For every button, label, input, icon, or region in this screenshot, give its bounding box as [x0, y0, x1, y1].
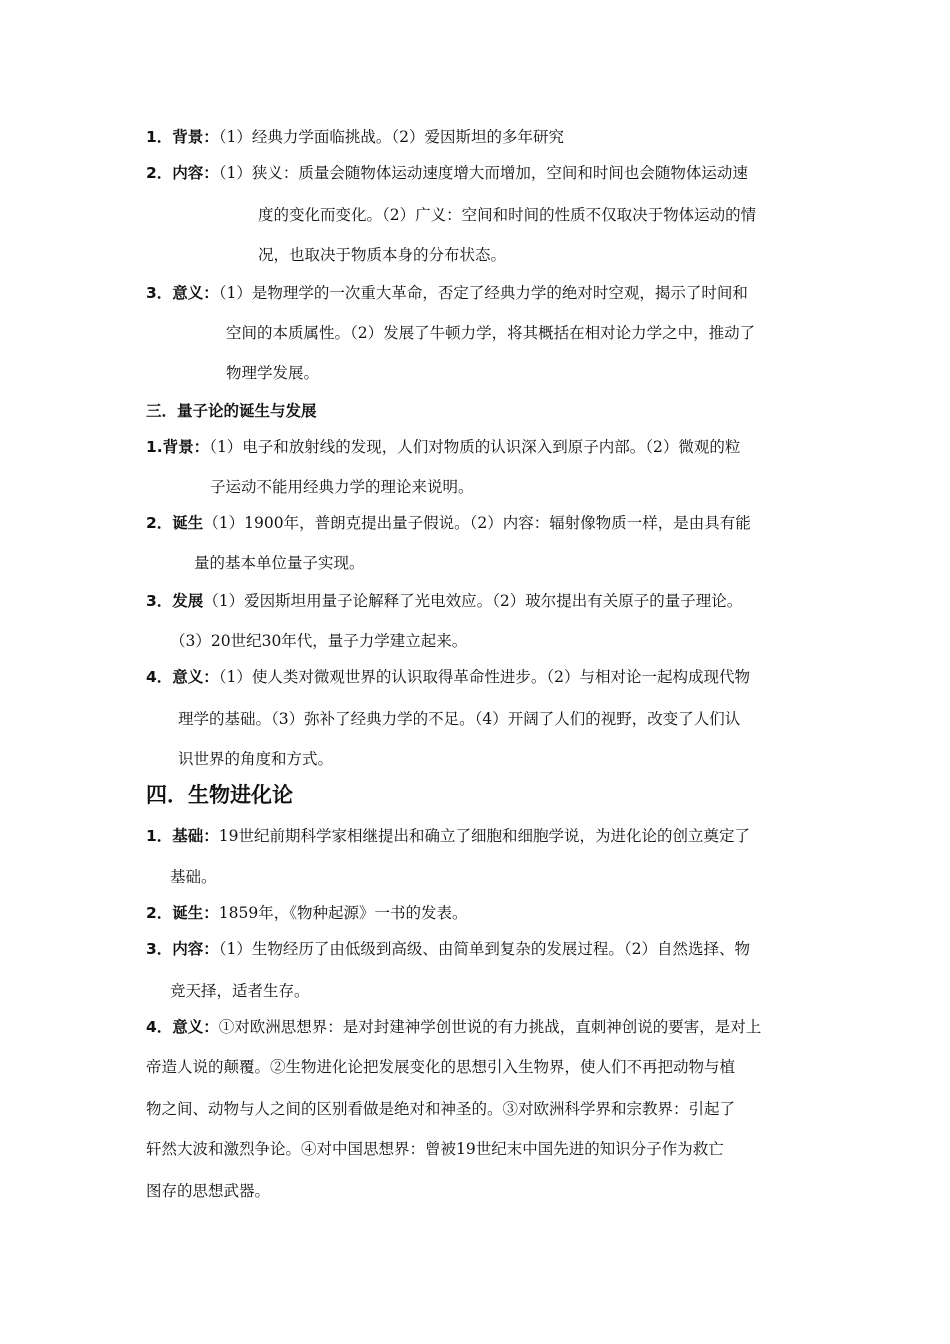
s3-heading: 三．量子论的诞生与发展	[146, 402, 317, 420]
s4-item1-label: 1．基础：	[146, 827, 219, 845]
s4-item4-text2: 帝造人说的颠覆。②生物进化论把发展变化的思想引入生物界，使人们不再把动物与植	[146, 1058, 736, 1076]
s4-item3-label: 3．内容：	[146, 940, 219, 958]
s3-item3-line1	[146, 591, 742, 611]
s3-item3-text1: （1）爱因斯坦用量子论解释了光电效应。（2）玻尔提出有关原子的量子理论。	[203, 592, 743, 610]
s3-item4-text1: （1）使人类对微观世界的认识取得革命性进步。（2）与相对论一起构成现代物	[218, 668, 751, 686]
s2-item1-line	[146, 127, 564, 147]
s4-item1-text2: 基础。	[170, 868, 217, 886]
s3-item3-text2: （3）20世纪30年代，量子力学建立起来。	[170, 632, 468, 650]
s4-item1-line1	[146, 826, 750, 846]
s3-item4-label: 4．意义：	[146, 668, 219, 686]
s4-item3-text1: （1）生物经历了由低级到高级、由简单到复杂的发展过程。（2）自然选择、物	[218, 940, 751, 958]
s2-item3-text1: （1）是物理学的一次重大革命，否定了经典力学的绝对时空观，揭示了时间和	[218, 284, 748, 302]
s4-item1-text1: 19世纪前期科学家相继提出和确立了细胞和细胞学说，为进化论的创立奠定了	[218, 827, 751, 845]
s4-item4-text3: 物之间、动物与人之间的区别看做是绝对和神圣的。③对欧洲科学界和宗教界：引起了	[146, 1100, 736, 1118]
s3-item1-label: 1.背景：	[146, 438, 210, 456]
s4-heading: 四．生物进化论	[146, 783, 293, 807]
s3-item2-label: 2．诞生	[146, 514, 204, 532]
s3-item3-label: 3．发展	[146, 592, 204, 610]
s3-item2-text1: （1）1900年，普朗克提出量子假说。（2）内容：辐射像物质一样，是由具有能	[203, 514, 751, 532]
s4-item2-text: 1859年，《物种起源》一书的发表。	[218, 904, 468, 922]
s3-item2-line1	[146, 513, 751, 533]
s2-item3-line1	[146, 283, 748, 303]
s3-item1-line1	[146, 437, 740, 457]
s3-item4-text2: 理学的基础。（3）弥补了经典力学的不足。（4）开阔了人们的视野，改变了人们认	[178, 710, 741, 728]
s2-item2-text1: （1）狭义：质量会随物体运动速度增大而增加，空间和时间也会随物体运动速	[218, 164, 748, 182]
s2-item3-text3: 物理学发展。	[226, 364, 320, 382]
s4-item4-line1	[146, 1017, 761, 1037]
s3-item1-text2: 子运动不能用经典力学的理论来说明。	[210, 478, 474, 496]
s4-item2-label: 2．诞生：	[146, 904, 219, 922]
s2-item2-label: 2．内容：	[146, 164, 219, 182]
s2-item1-text: （1）经典力学面临挑战。（2）爱因斯坦的多年研究	[218, 128, 565, 146]
s2-item2-line1	[146, 163, 748, 183]
s4-item4-text4: 轩然大波和激烈争论。④对中国思想界：曾被19世纪末中国先进的知识分子作为救亡	[146, 1140, 724, 1158]
s2-item1-label: 1．背景：	[146, 128, 219, 146]
s2-item2-text2: 度的变化而变化。（2）广义：空间和时间的性质不仅取决于物体运动的情	[258, 206, 757, 224]
s4-item4-text5: 图存的思想武器。	[146, 1182, 271, 1200]
s4-item3-line1	[146, 939, 750, 959]
s4-item4-label: 4．意义：	[146, 1018, 219, 1036]
s4-item3-text2: 竞天择，适者生存。	[170, 982, 310, 1000]
s4-item4-text1: ①对欧洲思想界：是对封建神学创世说的有力挑战，直刺神创说的要害，是对上	[218, 1018, 762, 1036]
s2-item2-text3: 况，也取决于物质本身的分布状态。	[258, 246, 507, 264]
s3-item4-line1	[146, 667, 750, 687]
s4-item2-line1	[146, 903, 468, 923]
s2-item3-text2: 空间的本质属性。（2）发展了牛顿力学，将其概括在相对论力学之中，推动了	[226, 324, 756, 342]
s2-item3-label: 3．意义：	[146, 284, 219, 302]
s3-item2-text2: 量的基本单位量子实现。	[194, 554, 365, 572]
s3-item1-text1: （1）电子和放射线的发现，人们对物质的认识深入到原子内部。（2）微观的粒	[209, 438, 741, 456]
s3-item4-text3: 识世界的角度和方式。	[178, 750, 334, 768]
